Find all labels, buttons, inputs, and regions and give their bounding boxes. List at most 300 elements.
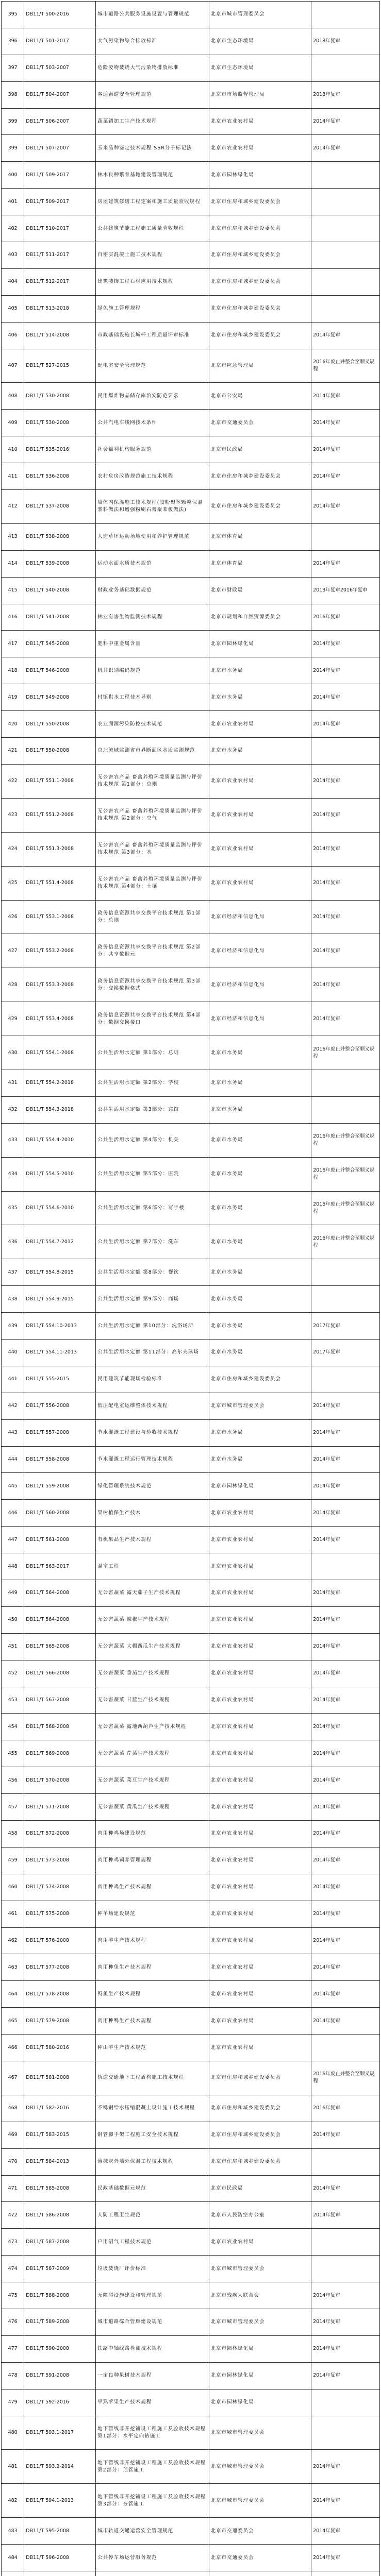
- row-number: 411: [2, 463, 24, 490]
- responsible-department: 北京市住房和城乡建设委员会: [209, 295, 311, 322]
- table-row: [2, 2362, 380, 2389]
- table-row: [2, 1767, 380, 1794]
- table-row: [2, 1419, 380, 1446]
- row-number: 418: [2, 657, 24, 684]
- standard-code: DB11/T 506-2007: [24, 108, 96, 135]
- standard-code: DB11/T 512-2017: [24, 268, 96, 295]
- responsible-department: 北京市农业农村局: [209, 764, 311, 798]
- table-row: [2, 28, 380, 55]
- row-number: 408: [2, 383, 24, 410]
- responsible-department: 北京市水务局: [209, 1446, 311, 1473]
- responsible-department: 北京市住房和城乡建设委员会: [209, 2122, 311, 2148]
- responsible-department: 北京市体育局: [209, 523, 311, 550]
- table-row: [2, 108, 380, 135]
- row-number: 398: [2, 81, 24, 108]
- row-number: 400: [2, 162, 24, 189]
- row-number: 450: [2, 1606, 24, 1633]
- responsible-department: 北京市住房和城乡建设委员会: [209, 1366, 311, 1393]
- review-note: 2014年复审: [311, 711, 380, 738]
- standard-code: DB11/T 554.5-2010: [24, 1157, 96, 1191]
- table-row: [2, 1714, 380, 1740]
- review-note: [311, 1286, 380, 1313]
- standard-name: 运动水面水质技术规范: [96, 550, 209, 577]
- row-number: 473: [2, 2229, 24, 2256]
- standard-name: 玉米品种鉴定技术规程 SSR分子标记法: [96, 135, 209, 162]
- table-row: [2, 1580, 380, 1606]
- review-note: 2014年复审: [311, 1393, 380, 1419]
- row-number: 465: [2, 2008, 24, 2035]
- standard-name: 公共停车场运营服务规范: [96, 2545, 209, 2571]
- review-note: 2014年复审: [311, 1446, 380, 1473]
- responsible-department: 北京市水务局: [209, 1191, 311, 1225]
- row-number: 429: [2, 1002, 24, 1036]
- standard-code: DB11/T 553.3-2008: [24, 968, 96, 1002]
- review-note: 2014年复审: [311, 900, 380, 934]
- review-note: 2014年复审: [311, 684, 380, 711]
- standard-name: 大气污染物综合排放标准: [96, 28, 209, 55]
- responsible-department: 北京市水务局: [209, 1313, 311, 1340]
- row-number: 437: [2, 1259, 24, 1286]
- responsible-department: 北京市城市管理委员会: [209, 2256, 311, 2282]
- standard-code: DB11/T 503-2007: [24, 55, 96, 81]
- standard-code: DB11/T 554.3-2018: [24, 1096, 96, 1123]
- table-row: [2, 2095, 380, 2122]
- standard-code: DB11/T 554.11-2013: [24, 1339, 96, 1366]
- standard-code: DB11/T 554.2-2018: [24, 1070, 96, 1096]
- review-note: 2014年复审: [311, 2008, 380, 2035]
- standard-code: DB11/T 594.1-2013: [24, 2484, 96, 2518]
- standard-code: DB11/T 540-2008: [24, 577, 96, 604]
- review-note: 2017年复审: [311, 1339, 380, 1366]
- table-row: [2, 1821, 380, 1848]
- standard-name: 无公害农产品 畜禽养殖环境质量监测与评价技术规范 第3部分：水: [96, 832, 209, 866]
- standard-name: 公共生活用水定额 第10部分：洗浴场所: [96, 1313, 209, 1340]
- standard-code: DB11/T 565-2008: [24, 1633, 96, 1660]
- review-note: 2014年复审: [311, 2545, 380, 2571]
- row-number: 406: [2, 322, 24, 349]
- review-note: 2014年复审: [311, 1419, 380, 1446]
- standard-name: 种羊场建设规范: [96, 1901, 209, 1927]
- row-number: 483: [2, 2518, 24, 2545]
- review-note: 2014年复审: [311, 2309, 380, 2336]
- row-number: 477: [2, 2335, 24, 2362]
- table-row: [2, 215, 380, 242]
- responsible-department: 北京市农业农村局: [209, 1767, 311, 1794]
- row-number: 402: [2, 215, 24, 242]
- table-row: [2, 2008, 380, 2035]
- table-row: [2, 1157, 380, 1191]
- standard-code: DB11/T 560-2008: [24, 1500, 96, 1527]
- review-note: 2014年复审: [311, 550, 380, 577]
- standard-name: 无公害农产品 畜禽养殖环境质量监测与评价技术规范 第1部分：总则: [96, 764, 209, 798]
- row-number: 440: [2, 1339, 24, 1366]
- table-row: [2, 711, 380, 738]
- table-row: [2, 2, 380, 28]
- responsible-department: 北京市农业农村局: [209, 1981, 311, 2008]
- standard-code: DB11/T 554.10-2013: [24, 1313, 96, 1340]
- table-row: [2, 2202, 380, 2229]
- responsible-department: 北京市农业农村局: [209, 1553, 311, 1580]
- responsible-department: 北京市农业农村局: [209, 1847, 311, 1874]
- standard-code: DB11/T 591-2008: [24, 2362, 96, 2389]
- row-number: 424: [2, 832, 24, 866]
- responsible-department: 北京市农业农村局: [209, 1606, 311, 1633]
- table-row: [2, 2450, 380, 2484]
- row-number: 397: [2, 55, 24, 81]
- row-number: 416: [2, 604, 24, 631]
- review-note: 2014年复审: [311, 2282, 380, 2309]
- standard-name: 政务信息资源共享交换平台技术规范 第4部分：数据交换接口: [96, 1002, 209, 1036]
- standard-code: DB11/T 527-2015: [24, 349, 96, 383]
- standard-name: 农业面源污染防控技术规范: [96, 711, 209, 738]
- standard-name: 不锈钢给水压缩混凝土设计施工技术规程: [96, 2095, 209, 2122]
- standard-code: DB11/T 582-2016: [24, 2095, 96, 2122]
- standard-name: 肉用种兔生产技术规程: [96, 1954, 209, 1981]
- standard-code: DB11/T 553.2-2008: [24, 934, 96, 968]
- review-note: 2014年复审: [311, 1473, 380, 1500]
- review-note: 2014年复审: [311, 2362, 380, 2389]
- review-note: 2014年复审: [311, 463, 380, 490]
- table-row: [2, 436, 380, 463]
- review-note: 2014年复审: [311, 135, 380, 162]
- review-note: 2014年复审: [311, 2484, 380, 2518]
- standard-name: 公共汽电车线网技术条件: [96, 410, 209, 436]
- table-row: [2, 550, 380, 577]
- review-note: 2014年复审: [311, 657, 380, 684]
- standard-name: 肉用种鸡饲养管理规程: [96, 1847, 209, 1874]
- row-number: 484: [2, 2545, 24, 2571]
- review-note: [311, 295, 380, 322]
- standard-name: 无公害蔬菜 露地西葫芦生产技术规程: [96, 1714, 209, 1740]
- responsible-department: 北京市残疾人联合会: [209, 2282, 311, 2309]
- standard-name: 无公害蔬菜 辣椒生产技术规程: [96, 1606, 209, 1633]
- row-number: 441: [2, 1366, 24, 1393]
- standard-name: 危险废物焚烧大气污染物排放标准: [96, 55, 209, 81]
- review-note: 2014年复审: [311, 2122, 380, 2148]
- table-row: [2, 1366, 380, 1393]
- table-row: [2, 2484, 380, 2518]
- responsible-department: 北京市水务局: [209, 1157, 311, 1191]
- standard-name: [96, 2571, 209, 2576]
- standard-code: DB11/T 500-2016: [24, 2, 96, 28]
- table-row: [2, 934, 380, 968]
- table-row: [2, 1286, 380, 1313]
- row-number: 472: [2, 2202, 24, 2229]
- standard-name: 建筑装饰工程石材应用技术规程: [96, 268, 209, 295]
- review-note: 2016年废止并整合至顺义规程: [311, 349, 380, 383]
- responsible-department: 北京市财政局: [209, 577, 311, 604]
- responsible-department: 北京市城市管理委员会: [209, 2309, 311, 2336]
- standard-code: DB11/T 588-2008: [24, 2282, 96, 2309]
- standard-code: DB11/T 511-2017: [24, 242, 96, 269]
- standard-code: DB11/T 579-2008: [24, 2008, 96, 2035]
- responsible-department: 北京市交通委员会: [209, 2518, 311, 2545]
- standard-name: 配电室安全管理规范: [96, 349, 209, 383]
- standard-code: DB11/T 554.1-2008: [24, 1036, 96, 1070]
- row-number: 474: [2, 2256, 24, 2282]
- standard-code: DB11/T 554.6-2010: [24, 1191, 96, 1225]
- standard-code: DB11/T 554.9-2015: [24, 1286, 96, 1313]
- standard-name: 财政业务基础数据规范: [96, 577, 209, 604]
- responsible-department: 北京市农业农村局: [209, 1633, 311, 1660]
- standard-code: DB11/T 561-2008: [24, 1527, 96, 1553]
- responsible-department: 北京市住房和城乡建设委员会: [209, 268, 311, 295]
- responsible-department: 北京市农业农村局: [209, 1660, 311, 1687]
- standard-name: 城市道路综合管廊建设规范: [96, 2309, 209, 2336]
- review-note: 2014年复审: [311, 1901, 380, 1927]
- row-number: 432: [2, 1096, 24, 1123]
- standard-name: 节水灌溉工程运行管理技术规程: [96, 1446, 209, 1473]
- standard-name: 村镇供水工程技术导则: [96, 684, 209, 711]
- responsible-department: 北京市规划和自然资源委员会: [209, 604, 311, 631]
- row-number: 457: [2, 1794, 24, 1821]
- review-note: 2014年复审: [311, 2202, 380, 2229]
- row-number: 435: [2, 1191, 24, 1225]
- row-number: 448: [2, 1553, 24, 1580]
- standard-name: 地下管线非开挖铺设工程施工及验收技术规程 第2部分：顶管施工: [96, 2450, 209, 2484]
- row-number: 480: [2, 2416, 24, 2450]
- table-row: [2, 968, 380, 1002]
- standard-code: DB11/T 501-2017: [24, 28, 96, 55]
- table-row: [2, 2229, 380, 2256]
- review-note: 2014年复审: [311, 1874, 380, 1901]
- standard-code: DB11/T 556-2008: [24, 1393, 96, 1419]
- standard-name: 政务信息资源共享交换平台技术规范 第1部分：总则: [96, 900, 209, 934]
- standard-name: 城市轨道交通运营安全管理规范: [96, 2518, 209, 2545]
- row-number: 469: [2, 2122, 24, 2148]
- standard-code: DB11/T 504-2007: [24, 81, 96, 108]
- standard-name: 公共生活用水定额 第7部分：洗车: [96, 1225, 209, 1259]
- table-row: [2, 1740, 380, 1767]
- review-note: 2016年废止并整合至顺义规程: [311, 1225, 380, 1259]
- responsible-department: 北京市水务局: [209, 657, 311, 684]
- standard-name: 温室工程: [96, 1553, 209, 1580]
- table-row: [2, 1070, 380, 1096]
- responsible-department: 北京市经济和信息化局: [209, 934, 311, 968]
- standard-name: 果树植保生产技术: [96, 1500, 209, 1527]
- review-note: 2018年复审: [311, 28, 380, 55]
- review-note: 2014年复审: [311, 798, 380, 832]
- standard-code: DB11/T 593.2-2014: [24, 2450, 96, 2484]
- row-number: 417: [2, 631, 24, 657]
- standard-code: DB11/T 578-2008: [24, 1981, 96, 2008]
- standard-code: DB11/T 551.2-2008: [24, 798, 96, 832]
- standard-name: 民用爆炸物品储存库治安防范要求: [96, 383, 209, 410]
- row-number: 479: [2, 2389, 24, 2416]
- table-row: [2, 2335, 380, 2362]
- table-row: [2, 162, 380, 189]
- row-number: 436: [2, 1225, 24, 1259]
- row-number: 438: [2, 1286, 24, 1313]
- table-row: [2, 1606, 380, 1633]
- table-row: [2, 577, 380, 604]
- standard-code: DB11/T 585-2008: [24, 2175, 96, 2202]
- table-row: [2, 1660, 380, 1687]
- review-note: 2016年复审: [311, 604, 380, 631]
- table-row: [2, 2175, 380, 2202]
- row-number: 463: [2, 1954, 24, 1981]
- row-number: 451: [2, 1633, 24, 1660]
- responsible-department: 北京市经济和信息化局: [209, 1002, 311, 1036]
- standard-code: DB11/T 541-2008: [24, 604, 96, 631]
- standard-code: DB11/T 545-2008: [24, 631, 96, 657]
- standard-name: 无障碍设施建设和管理规范: [96, 2282, 209, 2309]
- review-note: [311, 162, 380, 189]
- responsible-department: 北京市农业农村局: [209, 1500, 311, 1527]
- row-number: 396: [2, 28, 24, 55]
- table-row: [2, 2061, 380, 2095]
- row-number: 446: [2, 1500, 24, 1527]
- standard-name: 人造草坪运动场地使用和养护管理规范: [96, 523, 209, 550]
- standard-code: DB11/T 553.4-2008: [24, 1002, 96, 1036]
- table-row: [2, 2148, 380, 2175]
- table-row: [2, 1191, 380, 1225]
- responsible-department: 北京市住房和城乡建设委员会: [209, 2148, 311, 2175]
- standard-name: 低压配电室运维整体技术规程: [96, 1393, 209, 1419]
- standard-code: DB11/T 554.4-2010: [24, 1123, 96, 1157]
- standard-code: DB11/T 573-2008: [24, 1847, 96, 1874]
- table-row: [2, 2035, 380, 2061]
- standard-name: 地下管线非开挖铺设工程施工及验收技术规程 第1部分：水平定向钻施工: [96, 2416, 209, 2450]
- standard-code: DB11/T 551.1-2008: [24, 764, 96, 798]
- row-number: 422: [2, 764, 24, 798]
- table-row: [2, 1500, 380, 1527]
- responsible-department: 北京市生态环境局: [209, 55, 311, 81]
- row-number: 464: [2, 1981, 24, 2008]
- standard-code: DB11/T 514-2008: [24, 322, 96, 349]
- row-number: 470: [2, 2148, 24, 2175]
- responsible-department: 北京市农业农村局: [209, 108, 311, 135]
- responsible-department: 北京市农业农村局: [209, 1874, 311, 1901]
- responsible-department: 北京市城市管理委员会: [209, 2416, 311, 2450]
- standard-name: 公共生活用水定额 第1部分：总则: [96, 1036, 209, 1070]
- row-number: 423: [2, 798, 24, 832]
- row-number: 405: [2, 295, 24, 322]
- standard-name: 轨道交通地下工程盾构施工技术规程: [96, 2061, 209, 2095]
- standard-code: DB11/T 567-2008: [24, 1687, 96, 1714]
- table-row: [2, 1874, 380, 1901]
- standard-code: DB11/T 576-2008: [24, 1927, 96, 1954]
- row-number: 428: [2, 968, 24, 1002]
- responsible-department: 北京市生态环境局: [209, 28, 311, 55]
- table-row: [2, 866, 380, 900]
- row-number: 453: [2, 1687, 24, 1714]
- standard-name: 民政基础数据元规范: [96, 2175, 209, 2202]
- row-number: 430: [2, 1036, 24, 1070]
- table-row: [2, 2282, 380, 2309]
- table-row: [2, 684, 380, 711]
- responsible-department: 北京市农业农村局: [209, 1527, 311, 1553]
- standard-name: 民用建筑节能现场检验标准: [96, 1366, 209, 1393]
- row-number: 467: [2, 2061, 24, 2095]
- row-number: 459: [2, 1847, 24, 1874]
- standard-code: [24, 2571, 96, 2576]
- standard-code: DB11/T 537-2008: [24, 490, 96, 524]
- review-note: 2014年复审: [311, 1660, 380, 1687]
- row-number: 433: [2, 1123, 24, 1157]
- table-row: [2, 295, 380, 322]
- review-note: 2014年复审: [311, 322, 380, 349]
- table-row: [2, 1036, 380, 1070]
- row-number: 456: [2, 1767, 24, 1794]
- standard-code: DB11/T 587-2008: [24, 2229, 96, 2256]
- responsible-department: 北京市经济和信息化局: [209, 900, 311, 934]
- row-number: 466: [2, 2035, 24, 2061]
- table-row: [2, 410, 380, 436]
- review-note: 2014年复审: [311, 1981, 380, 2008]
- standard-code: DB11/T 551.3-2008: [24, 832, 96, 866]
- responsible-department: 北京市应急管理局: [209, 349, 311, 383]
- table-row: [2, 1096, 380, 1123]
- responsible-department: 北京市住房和城乡建设委员会: [209, 2095, 311, 2122]
- table-row: [2, 1473, 380, 1500]
- responsible-department: 北京市农业农村局: [209, 1740, 311, 1767]
- responsible-department: 北京市水务局: [209, 684, 311, 711]
- standard-name: 肥料中重金属含量: [96, 631, 209, 657]
- responsible-department: 北京市园林绿化局: [209, 1473, 311, 1500]
- review-note: 2014年复审: [311, 1606, 380, 1633]
- standards-table: [1, 1, 380, 2576]
- review-note: 2014年复审: [311, 1954, 380, 1981]
- responsible-department: 北京市水务局: [209, 1123, 311, 1157]
- standard-name: 公共生活用水定额 第3部分：宾馆: [96, 1096, 209, 1123]
- standard-name: 肉用种鸡生产技术规程: [96, 1874, 209, 1901]
- standard-code: DB11/T 550-2008: [24, 738, 96, 765]
- table-row: [2, 1339, 380, 1366]
- standard-code: DB11/T 510-2017: [24, 215, 96, 242]
- review-note: 2014年复审: [311, 1002, 380, 1036]
- responsible-department: 北京市城市管理委员会: [209, 2450, 311, 2484]
- standard-code: DB11/T 559-2008: [24, 1473, 96, 1500]
- standard-name: 政务信息资源共享交换平台技术规范 第3部分：交换数据格式: [96, 968, 209, 1002]
- row-number: 452: [2, 1660, 24, 1687]
- row-number: 401: [2, 189, 24, 215]
- standard-code: DB11/T 566-2008: [24, 1660, 96, 1687]
- row-number: 449: [2, 1580, 24, 1606]
- row-number: 482: [2, 2484, 24, 2518]
- review-note: [311, 215, 380, 242]
- responsible-department: 北京市农业农村局: [209, 2229, 311, 2256]
- table-row: [2, 2122, 380, 2148]
- standard-name: 肉用羊生产技术规程: [96, 1927, 209, 1954]
- review-note: [311, 55, 380, 81]
- standard-code: DB11/T 574-2008: [24, 1874, 96, 1901]
- table-row: [2, 268, 380, 295]
- review-note: 2014年复审: [311, 1527, 380, 1553]
- row-number: 425: [2, 866, 24, 900]
- table-row: [2, 764, 380, 798]
- table-row: [2, 1794, 380, 1821]
- standard-code: DB11/T 546-2008: [24, 657, 96, 684]
- row-number: 427: [2, 934, 24, 968]
- review-note: 2014年复审: [311, 108, 380, 135]
- table-row: [2, 55, 380, 81]
- standard-code: DB11/T 509-2017: [24, 189, 96, 215]
- review-note: [311, 1553, 380, 1580]
- standard-code: DB11/T 557-2008: [24, 1419, 96, 1446]
- table-row: [2, 2416, 380, 2450]
- review-note: [311, 2389, 380, 2416]
- standard-code: DB11/T 596-2008: [24, 2545, 96, 2571]
- responsible-department: 北京市农业农村局: [209, 1714, 311, 1740]
- review-note: 2013年复审2016年复审: [311, 577, 380, 604]
- standards-table-body: [2, 2, 380, 2576]
- responsible-department: 北京市农业农村局: [209, 135, 311, 162]
- row-number: [2, 2571, 24, 2576]
- responsible-department: 北京市城市管理委员会: [209, 2, 311, 28]
- standard-name: 市政基础设施长城杯工程质量评审标准: [96, 322, 209, 349]
- standard-code: DB11/T 584-2013: [24, 2148, 96, 2175]
